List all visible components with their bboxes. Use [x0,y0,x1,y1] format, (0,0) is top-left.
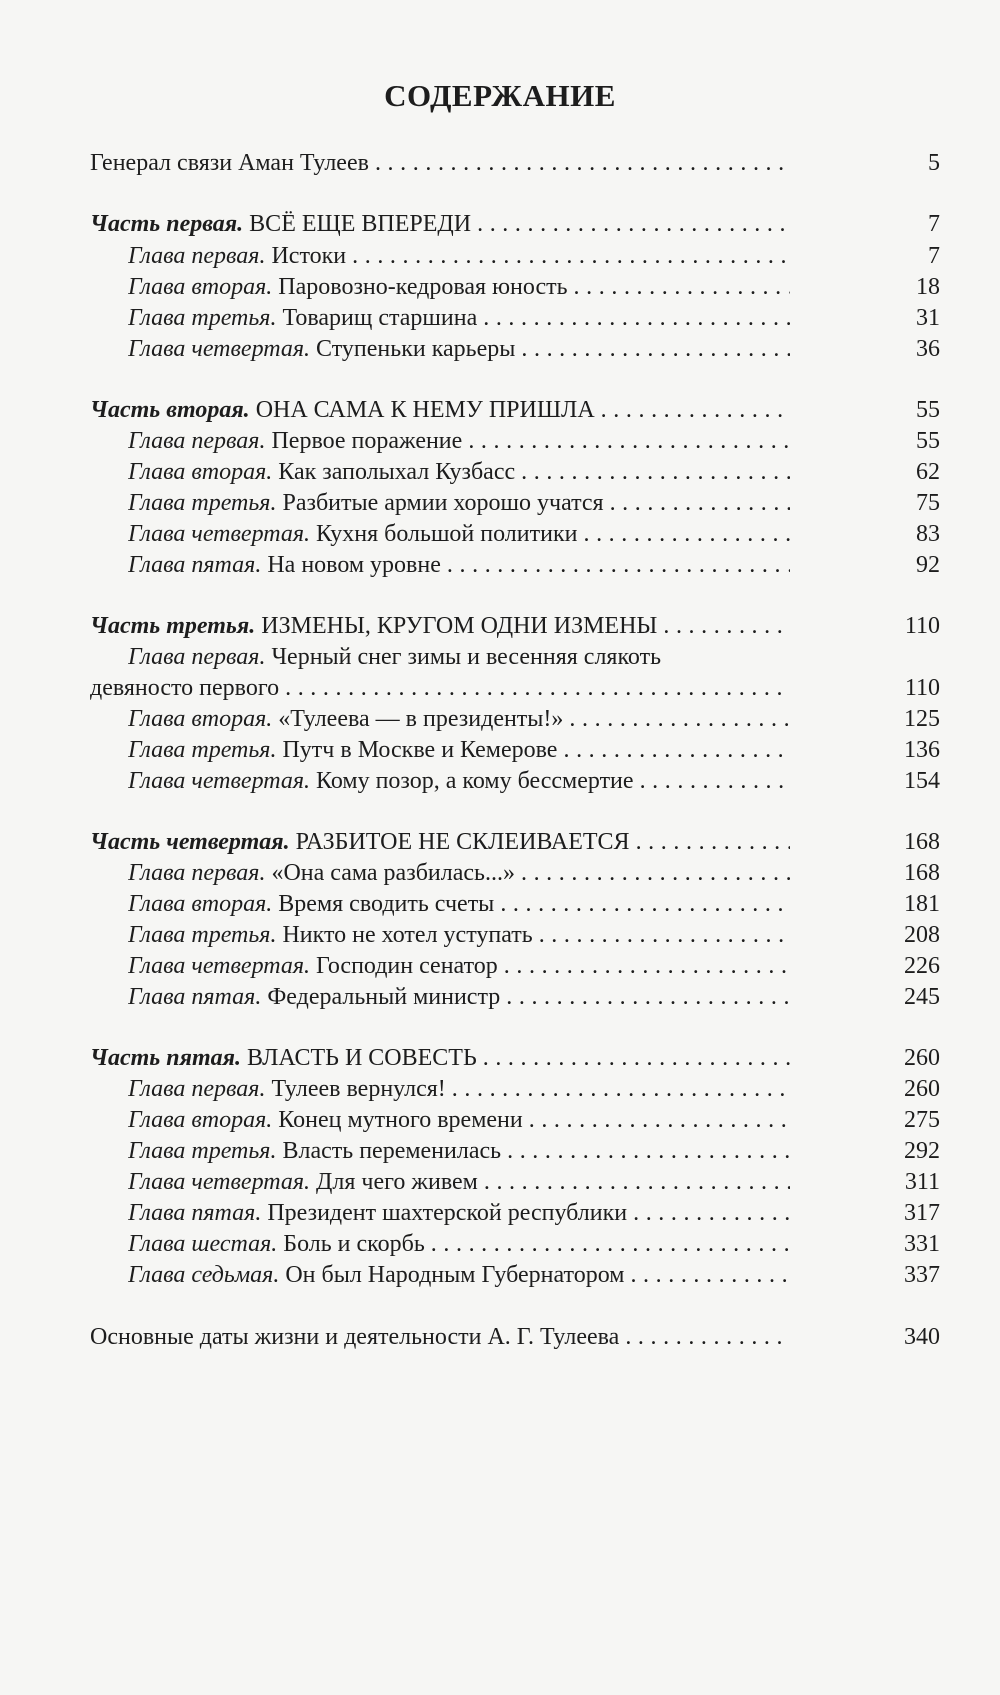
page-number: 110 [904,675,940,701]
chapter-title: Тулеев вернулся! [271,1076,446,1102]
part-label: Часть пятая. [90,1045,241,1071]
chapter-label: Глава третья. [128,922,277,948]
chapter-title: Время сводить счеты [278,891,495,917]
chapter-label: Глава шестая. [128,1231,278,1257]
chapter-label: Глава вторая. [128,274,273,300]
toc-chapter[interactable] [0,301,1000,335]
chapter-title-continuation: девяносто первого [90,675,280,701]
chapter-title: Истоки [271,243,347,269]
toc-chapter[interactable] [0,640,1000,674]
chapter-title: Путч в Москве и Кемерове [282,737,558,763]
page-number: 245 [904,984,940,1010]
chapter-title: Боль и скорбь [283,1231,425,1257]
page-number: 55 [916,428,940,454]
chapter-label: Глава третья. [128,305,277,331]
toc-part-3[interactable] [0,609,1000,643]
chapter-title: Как заполыхал Кузбасс [278,459,516,485]
page-number: 311 [904,1169,940,1195]
toc-chapter[interactable] [0,1165,1000,1199]
page-number: 7 [928,243,940,269]
toc-part-2[interactable] [0,393,1000,427]
chapter-title: Он был Народным Губернатором [285,1262,625,1288]
chapter-label: Глава четвертая. [128,768,311,794]
part-title: РАЗБИТОЕ НЕ СКЛЕИВАЕТСЯ [295,829,630,855]
chapter-title: Власть переменилась [282,1138,502,1164]
toc-chapter[interactable] [0,424,1000,458]
chapter-title: Ступеньки карьеры [316,336,516,362]
chapter-label: Глава вторая. [128,1107,273,1133]
page-number: 7 [928,211,940,237]
page-number: 154 [904,768,940,794]
part-label: Часть третья. [90,613,256,639]
toc-chapter[interactable] [0,486,1000,520]
chapter-label: Глава первая. [128,644,266,670]
part-title: ВСЁ ЕЩЕ ВПЕРЕДИ [249,211,472,237]
page-number: 125 [904,706,940,732]
page-number: 275 [904,1107,940,1133]
chapter-label: Глава седьмая. [128,1262,280,1288]
page-number: 110 [904,613,940,639]
chapter-label: Глава первая. [128,428,266,454]
toc-chapter[interactable] [0,980,1000,1014]
part-title: ОНА САМА К НЕМУ ПРИШЛА [255,397,595,423]
page-number: 181 [904,891,940,917]
chapter-label: Глава четвертая. [128,336,311,362]
chapter-label: Глава четвертая. [128,1169,311,1195]
page-number: 168 [904,829,940,855]
chapter-title: Федеральный министр [267,984,501,1010]
chapter-label: Глава третья. [128,737,277,763]
part-label: Часть первая. [90,211,244,237]
chapter-title: Для чего живем [316,1169,478,1195]
toc-chapter[interactable] [0,455,1000,489]
chapter-title: Паровозно-кедровая юность [278,274,568,300]
chapter-label: Глава четвертая. [128,953,311,979]
toc-chapter[interactable] [0,548,1000,582]
page-number: 208 [904,922,940,948]
toc-chapter[interactable] [0,270,1000,304]
chapter-title: Товарищ старшина [282,305,478,331]
page-number: 168 [904,860,940,886]
page-title: СОДЕРЖАНИЕ [384,78,616,113]
part-label: Часть четвертая. [90,829,290,855]
toc-chapter[interactable] [0,1227,1000,1261]
part-title: ИЗМЕНЫ, КРУГОМ ОДНИ ИЗМЕНЫ [261,613,658,639]
page-number: 292 [904,1138,940,1164]
page-number: 36 [916,336,940,362]
chapter-title: Черный снег зимы и весенняя слякоть [271,644,662,670]
page-number: 62 [916,459,940,485]
chapter-title: Президент шахтерской республики [267,1200,628,1226]
toc-chapter[interactable] [0,1103,1000,1137]
toc-chapter[interactable] [0,856,1000,890]
chapter-label: Глава вторая. [128,891,273,917]
chapter-label: Глава пятая. [128,552,262,578]
chapter-title: «Тулеева — в президенты!» [278,706,564,732]
toc-chapter-continuation[interactable] [0,671,1000,705]
page-number: 260 [904,1076,940,1102]
page-number: 337 [904,1262,940,1288]
chapter-title: Никто не хотел уступать [282,922,533,948]
toc-chapter[interactable] [0,949,1000,983]
toc-part-5[interactable] [0,1041,1000,1075]
page-number: 83 [916,521,940,547]
chapter-label: Глава первая. [128,1076,266,1102]
toc-chapter[interactable] [0,733,1000,767]
page-number: 55 [916,397,940,423]
entry-title: Основные даты жизни и деятельности А. Г. Тулеева [90,1324,620,1350]
chapter-title: Кухня большой политики [316,521,578,547]
chapter-label: Глава первая. [128,243,266,269]
chapter-title: Господин сенатор [316,953,498,979]
entry-title: Генерал связи Аман Тулеев [90,150,369,176]
chapter-label: Глава четвертая. [128,521,311,547]
toc-chapter[interactable] [0,1196,1000,1230]
page-number: 331 [904,1231,940,1257]
toc-chapter[interactable] [0,918,1000,952]
part-label: Часть вторая. [90,397,250,423]
chapter-label: Глава пятая. [128,1200,262,1226]
page-number: 31 [916,305,940,331]
chapter-label: Глава первая. [128,860,266,886]
page-number: 92 [916,552,940,578]
chapter-label: Глава пятая. [128,984,262,1010]
chapter-title: Разбитые армии хорошо учатся [282,490,604,516]
toc-entry-outro[interactable] [0,1320,1000,1354]
page-number: 260 [904,1045,940,1071]
part-title: ВЛАСТЬ И СОВЕСТЬ [246,1045,477,1071]
toc-entry-intro[interactable] [0,146,1000,180]
toc-part-1[interactable] [0,207,1000,241]
toc-chapter[interactable] [0,887,1000,921]
toc-part-4[interactable] [0,825,1000,859]
toc-chapter[interactable] [0,1072,1000,1106]
toc-chapter[interactable] [0,332,1000,366]
chapter-label: Глава третья. [128,490,277,516]
chapter-title: Кому позор, а кому бессмертие [316,768,634,794]
page-number: 226 [904,953,940,979]
chapter-label: Глава третья. [128,1138,277,1164]
page-number: 5 [928,150,940,176]
toc-chapter[interactable] [0,1134,1000,1168]
page-number: 18 [916,274,940,300]
toc-chapter[interactable] [0,764,1000,798]
toc-chapter[interactable] [0,1258,1000,1292]
chapter-title: На новом уровне [267,552,441,578]
toc-chapter[interactable] [0,517,1000,551]
chapter-title: Первое поражение [271,428,463,454]
page-number: 340 [904,1324,940,1350]
page-number: 136 [904,737,940,763]
chapter-title: Конец мутного времени [278,1107,523,1133]
chapter-label: Глава вторая. [128,706,273,732]
page-number: 317 [904,1200,940,1226]
page-number: 75 [916,490,940,516]
chapter-label: Глава вторая. [128,459,273,485]
chapter-title: «Она сама разбилась...» [271,860,515,886]
toc-chapter[interactable] [0,702,1000,736]
toc-chapter[interactable] [0,239,1000,273]
